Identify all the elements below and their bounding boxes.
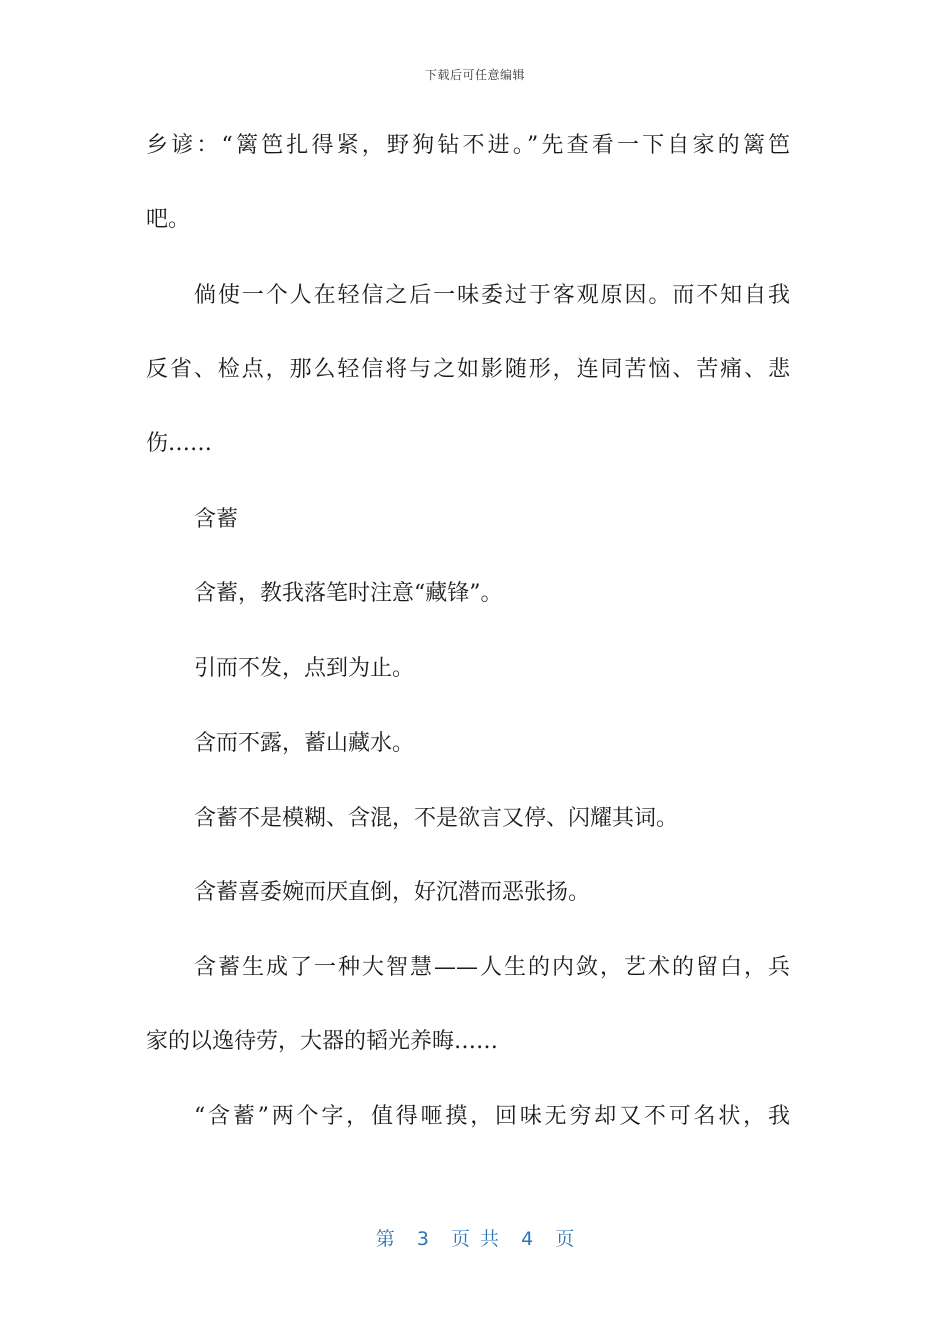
paragraph-line: 含蓄喜委婉而厌直倒，好沉潜而恶张扬。 [194, 880, 591, 905]
paragraph-line: 吧。 [146, 207, 191, 232]
paragraph-line: 含蓄不是模糊、含混，不是欲言又停、闪耀其词。 [194, 806, 679, 831]
footer-label-of: 页 共 [450, 1228, 500, 1250]
section-title: 含蓄 [194, 507, 239, 532]
page-header: 下载后可任意编辑 [424, 68, 525, 82]
paragraph-line: 含而不露，蓄山藏水。 [194, 731, 415, 756]
footer-current-page: 3 [416, 1228, 429, 1250]
footer-total-pages: 4 [521, 1228, 534, 1250]
paragraph-line: “含蓄”两个字，值得咂摸，回味无穷却又不可名状，我 [194, 1104, 790, 1129]
paragraph-line: 含蓄生成了一种大智慧——人生的内敛，艺术的留白，兵 [194, 955, 790, 980]
paragraph-line: 引而不发，点到为止。 [194, 656, 415, 681]
paragraph-line: 反省、检点，那么轻信将与之如影随形，连同苦恼、苦痛、悲 [146, 357, 790, 382]
paragraph-line: 伤…… [146, 431, 213, 456]
paragraph-line: 乡谚：“篱笆扎得紧，野狗钻不进。”先查看一下自家的篱笆 [146, 133, 790, 158]
footer-label-end: 页 [555, 1228, 575, 1250]
paragraph-line: 家的以逸待劳，大器的韬光养晦…… [146, 1029, 499, 1054]
paragraph-line: 倘使一个人在轻信之后一味委过于客观原因。而不知自我 [194, 283, 790, 308]
footer-label-page: 第 [375, 1228, 395, 1250]
paragraph-line: 含蓄，教我落笔时注意“藏锋”。 [194, 581, 503, 606]
page-number-footer [0, 1224, 950, 1251]
